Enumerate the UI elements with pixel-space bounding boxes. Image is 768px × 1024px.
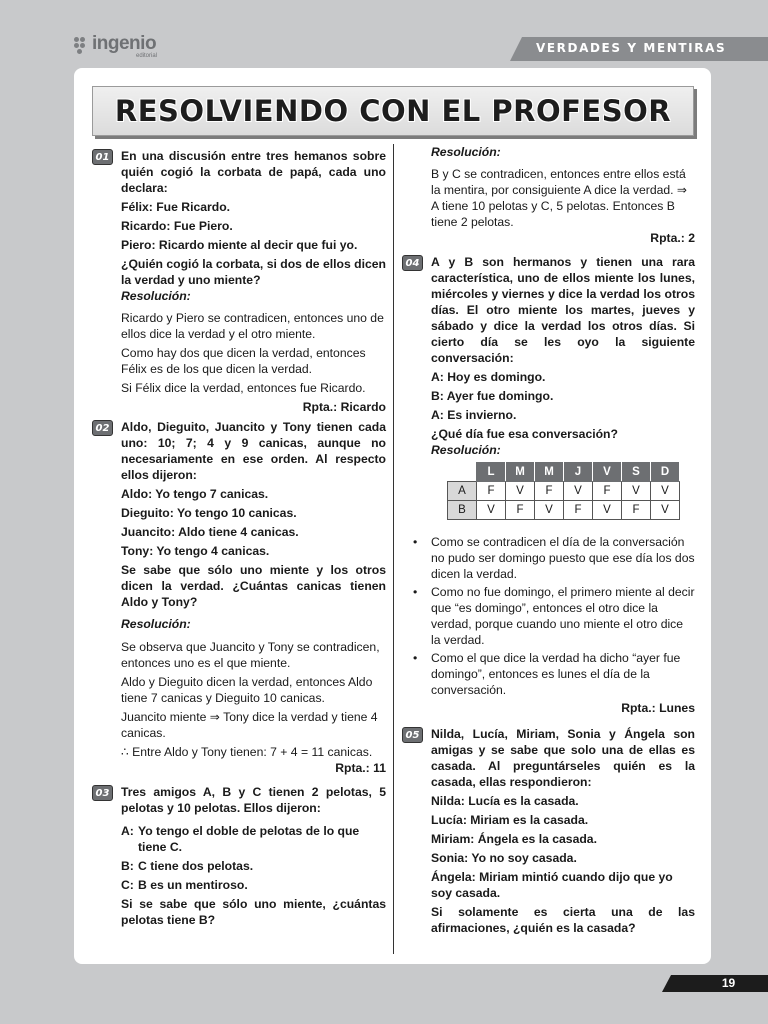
page-number: [671, 975, 768, 992]
answer: Rpta.: 11: [335, 761, 386, 775]
problem-question: Se sabe que sólo uno miente y los otros dicen la verdad. ¿Cuántas canicas tienen Aldo y Tony?: [121, 563, 386, 609]
problem-01: [92, 148, 386, 415]
statement-line: Miriam: Ángela es la casada.: [431, 832, 597, 846]
statement-line: Dieguito: Yo tengo 10 canicas.: [121, 506, 297, 520]
problem-statement: A y B son hermanos y tienen una rara característica, uno de ellos miente los lunes, miércoles y viernes y dice la verdad los otros días. El otro miente los martes, jueves y sábado y dice la verdad los otros días. Si cierto día se les oyo la siguiente conversación:: [431, 255, 695, 365]
page-number-label: 19: [721, 976, 736, 990]
publisher-logo: [74, 33, 158, 59]
problem-statement: Aldo, Dieguito, Juancito y Tony tienen cada uno: 10; 7; 4 y 9 canicas, aunque no necesariamente en ese orden. Al respecto ellos dijeron:: [121, 420, 386, 482]
problem-number: 04: [402, 255, 423, 271]
section-title: VERDADES Y MENTIRAS: [536, 41, 727, 55]
statement-line: Aldo: Yo tengo 7 canicas.: [121, 487, 269, 501]
statement-line: Tony: Yo tengo 4 canicas.: [121, 544, 270, 558]
problem-number: 03: [92, 785, 113, 801]
problem-number: 01: [92, 149, 113, 165]
problem-question: ¿Qué día fue esa conversación?: [431, 427, 618, 441]
resolution-label: Resolución:: [431, 145, 501, 159]
logo-name: ingenio: [92, 33, 157, 54]
truth-table-row: A F V F V F V V: [448, 482, 680, 501]
statement-line: Félix: Fue Ricardo.: [121, 200, 231, 214]
statement-line: Nilda: Lucía es la casada.: [431, 794, 579, 808]
column-divider: [393, 144, 394, 954]
resolution-text: Se observa que Juancito y Tony se contradicen, entonces uno es el que miente.: [121, 640, 380, 670]
logo-dots-icon: [74, 37, 90, 55]
left-column: [92, 148, 386, 928]
resolution-text: Como hay dos que dicen la verdad, entonces Félix es de los que dicen la verdad.: [121, 346, 366, 376]
option-c: C: B es un mentiroso.: [121, 878, 248, 892]
problem-03: [92, 784, 386, 928]
resolution-bullets: [402, 534, 695, 698]
statement-line: Ángela: Miriam mintió cuando dijo que yo soy casada.: [431, 870, 673, 900]
resolution-label: Resolución:: [121, 289, 191, 303]
problem-03-resolution: [402, 144, 695, 246]
problem-02: [92, 419, 386, 776]
problem-question: Si solamente es cierta una de las afirmaciones, ¿quién es la casada?: [431, 905, 695, 935]
statement-line: Sonia: Yo no soy casada.: [431, 851, 577, 865]
truth-table-header: L M M J V S D: [448, 463, 680, 482]
statement-line: Juancito: Aldo tiene 4 canicas.: [121, 525, 299, 539]
problem-statement: En una discusión entre tres hemanos sobre quién cogió la corbata de papá, cada uno declara:: [121, 149, 386, 195]
resolution-label: Resolución:: [121, 617, 191, 631]
title-banner: [92, 86, 694, 136]
truth-table-row: B V F V F V F V: [448, 501, 680, 520]
problem-number: 02: [92, 420, 113, 436]
problem-05: [402, 726, 695, 936]
right-column: [402, 144, 695, 936]
statement-line: B: Ayer fue domingo.: [431, 389, 554, 403]
resolution-text: Si Félix dice la verdad, entonces fue Ricardo.: [121, 381, 366, 395]
statement-line: Piero: Ricardo miente al decir que fui yo.: [121, 238, 358, 252]
statement-line: Ricardo: Fue Piero.: [121, 219, 233, 233]
problem-statement: Tres amigos A, B y C tienen 2 pelotas, 5 pelotas y 10 pelotas. Ellos dijeron:: [121, 785, 386, 815]
resolution-text: Aldo y Dieguito dicen la verdad, entonces Aldo tiene 7 canicas y Dieguito 10 canicas.: [121, 675, 373, 705]
bullet-item: • Como no fue domingo, el primero miente al decir que “es domingo”, entonces el otro dice la verdad, porque cuando uno miente el otro dice la verdad.: [431, 584, 695, 648]
statement-line: Lucía: Miriam es la casada.: [431, 813, 589, 827]
bullet-item: • Como se contradicen el día de la conversación no pudo ser domingo puesto que ese día los dos dicen la verdad.: [431, 534, 695, 582]
answer: Rpta.: Ricardo: [302, 400, 386, 414]
logo-sub: editorial: [136, 53, 158, 59]
resolution-text: ∴ Entre Aldo y Tony tienen: 7 + 4 = 11 canicas.: [121, 745, 373, 759]
resolution-text: Ricardo y Piero se contradicen, entonces uno de ellos dice la verdad y el otro miente.: [121, 311, 384, 341]
problem-statement: Nilda, Lucía, Miriam, Sonia y Ángela son amigas y se sabe que solo una de ellas es casada. Al preguntárseles quién es la casada, ellas respondieron:: [431, 727, 695, 789]
problem-04: [402, 254, 695, 716]
bullet-item: • Como el que dice la verdad ha dicho “ayer fue domingo”, entonces es lunes el día de la conversación.: [431, 650, 695, 698]
page-title: RESOLVIENDO CON EL PROFESOR: [114, 94, 672, 128]
statement-line: A: Es invierno.: [431, 408, 517, 422]
problem-question: ¿Quién cogió la corbata, si dos de ellos dicen la verdad y uno miente?: [121, 257, 386, 287]
option-a: A: Yo tengo el doble de pelotas de lo que tiene C.: [121, 824, 360, 854]
resolution-label: Resolución:: [431, 443, 501, 457]
problem-number: 05: [402, 727, 423, 743]
option-b: B: C tiene dos pelotas.: [121, 859, 254, 873]
truth-table: [447, 462, 680, 520]
problem-question: Si se sabe que sólo uno miente, ¿cuántas pelotas tiene B?: [121, 897, 386, 927]
answer: Rpta.: 2: [650, 231, 695, 245]
resolution-text: Juancito miente ⇒ Tony dice la verdad y tiene 4 canicas.: [121, 710, 378, 740]
statement-line: A: Hoy es domingo.: [431, 370, 546, 384]
answer: Rpta.: Lunes: [621, 701, 695, 715]
section-header: [522, 37, 768, 61]
resolution-text: B y C se contradicen, entonces entre ellos está la mentira, por consiguiente A dice la verdad. ⇒ A tiene 10 pelotas y C, 5 pelotas. Entonces B tiene 2 pelotas.: [431, 167, 688, 229]
